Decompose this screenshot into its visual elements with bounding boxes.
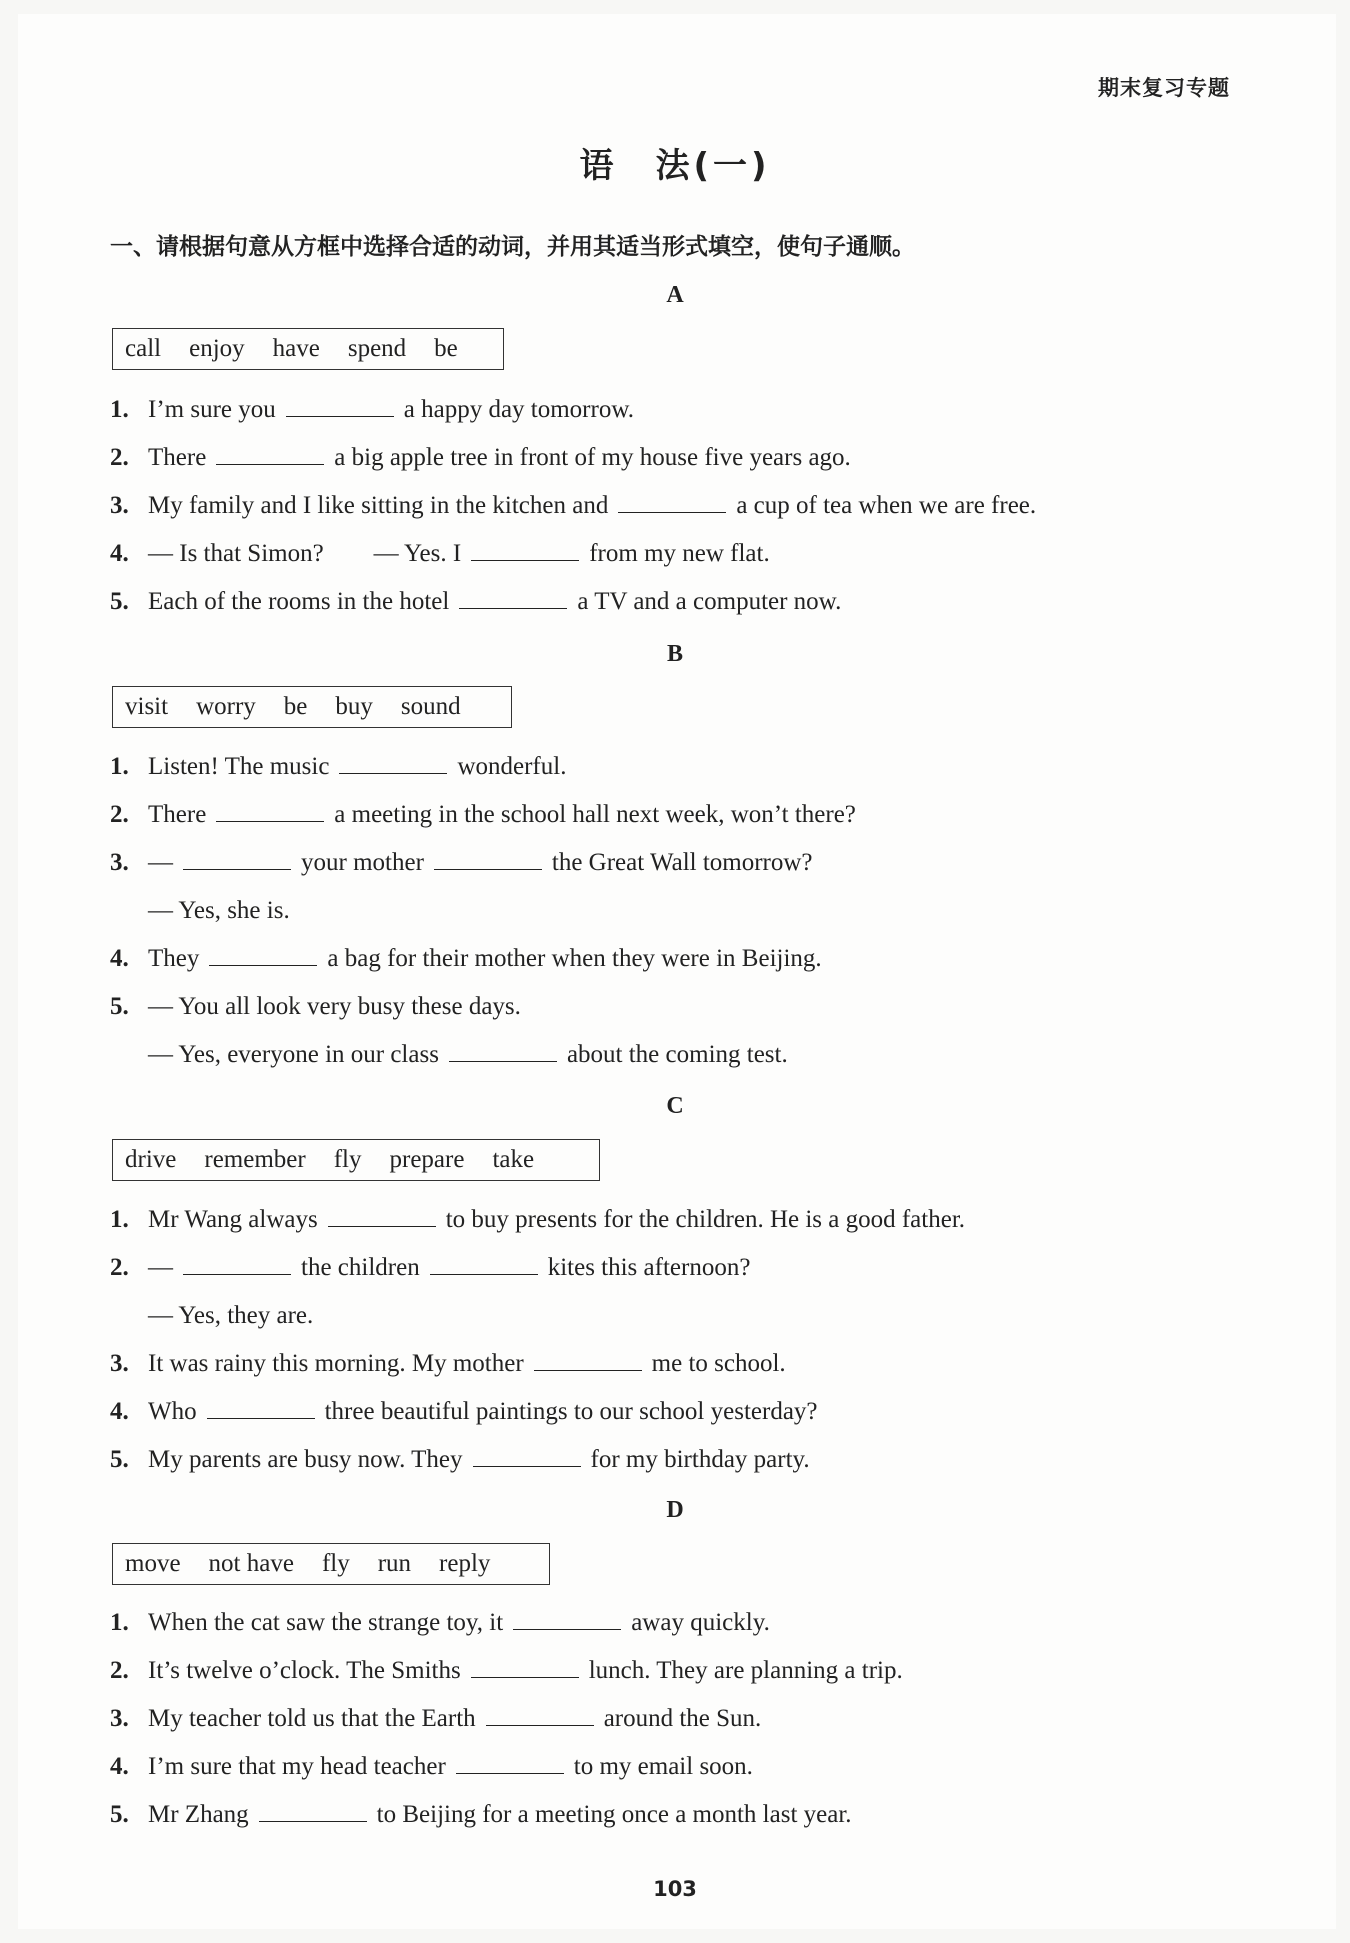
question-number: 5. (110, 993, 129, 1020)
exercise-line (110, 1750, 753, 1784)
question-text: the children (301, 1254, 420, 1281)
word-option: have (272, 335, 320, 362)
question-text: for my birthday party. (590, 1446, 810, 1473)
question-text: a cup of tea when we are free. (736, 492, 1037, 519)
exercise-line (110, 942, 822, 976)
answer-blank[interactable] (209, 943, 317, 966)
question-number: 5. (110, 1801, 129, 1828)
answer-blank[interactable] (618, 490, 726, 513)
word-option: buy (335, 693, 373, 720)
question-text: from my new flat. (589, 540, 770, 567)
exercise-line (110, 1702, 761, 1736)
word-option: not have (208, 1550, 294, 1577)
word-box-d (112, 1543, 550, 1585)
exercise-line (110, 990, 521, 1024)
question-text: Each of the rooms in the hotel (148, 588, 450, 615)
section-letter-a: A (666, 282, 684, 308)
word-option: take (492, 1146, 535, 1173)
question-text: Listen! The music (148, 753, 330, 780)
answer-blank[interactable] (216, 442, 324, 465)
word-option: be (283, 693, 308, 720)
word-box-c (112, 1139, 600, 1181)
question-text: — Yes, she is. (148, 897, 290, 924)
answer-blank[interactable] (434, 847, 542, 870)
word-option: fly (321, 1550, 350, 1577)
question-text: to buy presents for the children. He is a good father. (445, 1206, 966, 1233)
exercise-line (110, 1251, 750, 1285)
answer-blank[interactable] (216, 799, 324, 822)
answer-blank[interactable] (471, 538, 579, 561)
question-text: three beautiful paintings to our school yesterday? (324, 1398, 818, 1425)
question-number: 3. (110, 1705, 129, 1732)
page-number: 103 (653, 1877, 697, 1901)
exercise-line (110, 1443, 810, 1477)
question-number: 5. (110, 1446, 129, 1473)
question-text: a happy day tomorrow. (403, 396, 635, 423)
question-number: 4. (110, 1753, 129, 1780)
question-text: around the Sun. (603, 1705, 762, 1732)
answer-blank[interactable] (471, 1655, 579, 1678)
question-number: 3. (110, 1350, 129, 1377)
word-box-b (112, 686, 512, 728)
question-number: 4. (110, 1398, 129, 1425)
question-text: It’s twelve o’clock. The Smiths (148, 1657, 461, 1684)
answer-blank[interactable] (534, 1348, 642, 1371)
word-box-a (112, 328, 504, 370)
question-number: 1. (110, 753, 129, 780)
exercise-line (110, 1347, 786, 1381)
answer-blank[interactable] (183, 1252, 291, 1275)
question-text: me to school. (651, 1350, 786, 1377)
instruction-text: 一、请根据句意从方框中选择合适的动词，并用其适当形式填空，使句子通顺。 (110, 234, 915, 260)
word-option: fly (333, 1146, 362, 1173)
question-number: 3. (110, 849, 129, 876)
question-text: a big apple tree in front of my house five years ago. (334, 444, 851, 471)
question-number: 2. (110, 801, 129, 828)
question-text: — Yes, they are. (148, 1302, 314, 1329)
question-number: 1. (110, 1206, 129, 1233)
question-text: It was rainy this morning. My mother (148, 1350, 524, 1377)
exercise-line (110, 750, 566, 784)
exercise-line (110, 1606, 770, 1640)
answer-blank[interactable] (513, 1607, 621, 1630)
question-text: your mother (301, 849, 424, 876)
answer-blank[interactable] (328, 1204, 436, 1227)
answer-blank[interactable] (430, 1252, 538, 1275)
question-number: 2. (110, 1254, 129, 1281)
question-text: to my email soon. (573, 1753, 753, 1780)
question-text: They (148, 945, 200, 972)
question-text: the Great Wall tomorrow? (551, 849, 813, 876)
question-text: to Beijing for a meeting once a month last year. (376, 1801, 852, 1828)
question-text: When the cat saw the strange toy, it (148, 1609, 504, 1636)
exercise-line (110, 894, 290, 928)
question-text: — (148, 1254, 173, 1281)
word-option: be (434, 335, 458, 362)
question-number: 4. (110, 945, 129, 972)
question-text: a meeting in the school hall next week, won’t there? (334, 801, 856, 828)
word-option: reply (439, 1550, 491, 1577)
section-letter-b: B (666, 641, 683, 667)
answer-blank[interactable] (286, 394, 394, 417)
header-tag: 期末复习专题 (1098, 76, 1230, 100)
question-text: about the coming test. (566, 1041, 788, 1068)
exercise-line (110, 585, 841, 619)
exercise-line (110, 1203, 965, 1237)
question-text: — (148, 849, 173, 876)
exercise-line (110, 798, 856, 832)
question-text: There (148, 801, 207, 828)
question-text: a TV and a computer now. (577, 588, 842, 615)
question-text: Who (148, 1398, 197, 1425)
exercise-line (110, 393, 634, 427)
exercise-line (110, 1798, 852, 1832)
answer-blank[interactable] (183, 847, 291, 870)
question-number: 1. (110, 396, 129, 423)
question-text: My parents are busy now. They (148, 1446, 463, 1473)
question-text: I’m sure that my head teacher (148, 1753, 446, 1780)
answer-blank[interactable] (459, 586, 567, 609)
word-option: enjoy (189, 335, 245, 362)
exercise-line (110, 1038, 788, 1072)
answer-blank[interactable] (259, 1799, 367, 1822)
question-text: wonderful. (457, 753, 567, 780)
question-text: Mr Zhang (148, 1801, 249, 1828)
exercise-line (110, 1299, 313, 1333)
question-text: My family and I like sitting in the kitchen and (148, 492, 609, 519)
word-option: worry (196, 693, 256, 720)
exercise-line (110, 1654, 903, 1688)
question-number: 4. (110, 540, 129, 567)
answer-blank[interactable] (486, 1703, 594, 1726)
answer-blank[interactable] (207, 1396, 315, 1419)
question-text: — Yes, everyone in our class (148, 1041, 439, 1068)
question-text: lunch. They are planning a trip. (588, 1657, 903, 1684)
word-option: sound (400, 693, 461, 720)
question-text: away quickly. (631, 1609, 770, 1636)
question-text: — You all look very busy these days. (148, 993, 521, 1020)
exercise-line (110, 441, 851, 475)
question-text: I’m sure you (148, 396, 276, 423)
page-title: 语 法(一) (579, 146, 771, 186)
exercise-line (110, 846, 813, 880)
question-text: — Is that Simon? — Yes. I (148, 540, 462, 567)
word-option: remember (204, 1146, 306, 1173)
exercise-line (110, 537, 770, 571)
question-text: Mr Wang always (148, 1206, 318, 1233)
word-option: visit (125, 693, 169, 720)
answer-blank[interactable] (449, 1039, 557, 1062)
word-option: spend (347, 335, 407, 362)
question-text: My teacher told us that the Earth (148, 1705, 476, 1732)
answer-blank[interactable] (473, 1444, 581, 1467)
answer-blank[interactable] (339, 751, 447, 774)
question-number: 2. (110, 1657, 129, 1684)
word-option: prepare (389, 1146, 465, 1173)
question-text: a bag for their mother when they were in Beijing. (327, 945, 822, 972)
question-number: 3. (110, 492, 129, 519)
word-option: call (125, 335, 162, 362)
exercise-line (110, 489, 1036, 523)
question-text: kites this afternoon? (547, 1254, 751, 1281)
question-number: 5. (110, 588, 129, 615)
question-text: There (148, 444, 207, 471)
section-letter-c: C (666, 1093, 684, 1119)
question-number: 2. (110, 444, 129, 471)
section-letter-d: D (666, 1497, 684, 1523)
word-option: move (125, 1550, 181, 1577)
exercise-line (110, 1395, 818, 1429)
answer-blank[interactable] (456, 1751, 564, 1774)
word-option: drive (125, 1146, 177, 1173)
question-number: 1. (110, 1609, 129, 1636)
word-option: run (377, 1550, 412, 1577)
